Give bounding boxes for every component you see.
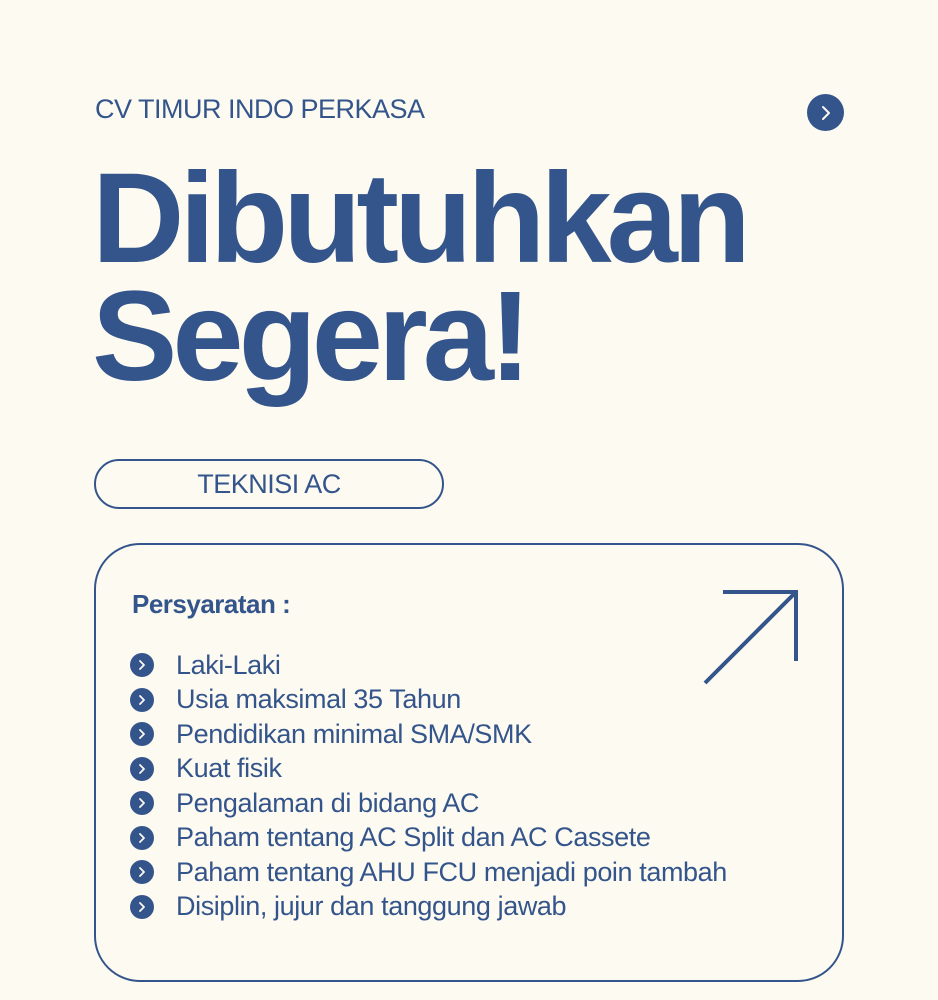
list-item bbox=[130, 752, 727, 787]
requirement-text: Kuat fisik bbox=[176, 753, 282, 784]
list-item bbox=[130, 683, 727, 718]
chevron-right-icon bbox=[819, 105, 833, 121]
headline bbox=[92, 147, 746, 408]
requirement-text: Paham tentang AHU FCU menjadi poin tambah bbox=[176, 856, 727, 887]
list-item bbox=[130, 855, 727, 890]
requirement-text: Paham tentang AC Split dan AC Cassete bbox=[176, 822, 651, 853]
chevron-right-icon bbox=[130, 722, 154, 746]
chevron-right-icon bbox=[130, 653, 154, 677]
position-badge bbox=[94, 459, 444, 509]
list-item bbox=[130, 821, 727, 856]
requirement-text: Pendidikan minimal SMA/SMK bbox=[176, 718, 532, 749]
company-name: CV TIMUR INDO PERKASA bbox=[95, 94, 425, 124]
list-item bbox=[130, 786, 727, 821]
position-label: TEKNISI AC bbox=[197, 468, 341, 499]
list-item bbox=[130, 648, 727, 683]
chevron-right-icon bbox=[130, 860, 154, 884]
requirements-title: Persyaratan : bbox=[132, 589, 291, 619]
list-item bbox=[130, 717, 727, 752]
headline-line-1: Dibutuhkan bbox=[92, 147, 746, 290]
requirements-list bbox=[130, 648, 727, 924]
requirement-text: Pengalaman di bidang AC bbox=[176, 787, 480, 818]
requirement-text: Laki-Laki bbox=[176, 649, 281, 680]
chevron-right-icon bbox=[130, 826, 154, 850]
next-button[interactable] bbox=[807, 94, 844, 131]
chevron-right-icon bbox=[130, 791, 154, 815]
chevron-right-icon bbox=[130, 757, 154, 781]
headline-line-2: Segera! bbox=[92, 265, 527, 408]
requirements-card bbox=[94, 543, 844, 982]
requirement-text: Disiplin, jujur dan tanggung jawab bbox=[176, 891, 567, 922]
chevron-right-icon bbox=[130, 895, 154, 919]
list-item bbox=[130, 890, 727, 925]
requirement-text: Usia maksimal 35 Tahun bbox=[176, 684, 461, 715]
chevron-right-icon bbox=[130, 688, 154, 712]
